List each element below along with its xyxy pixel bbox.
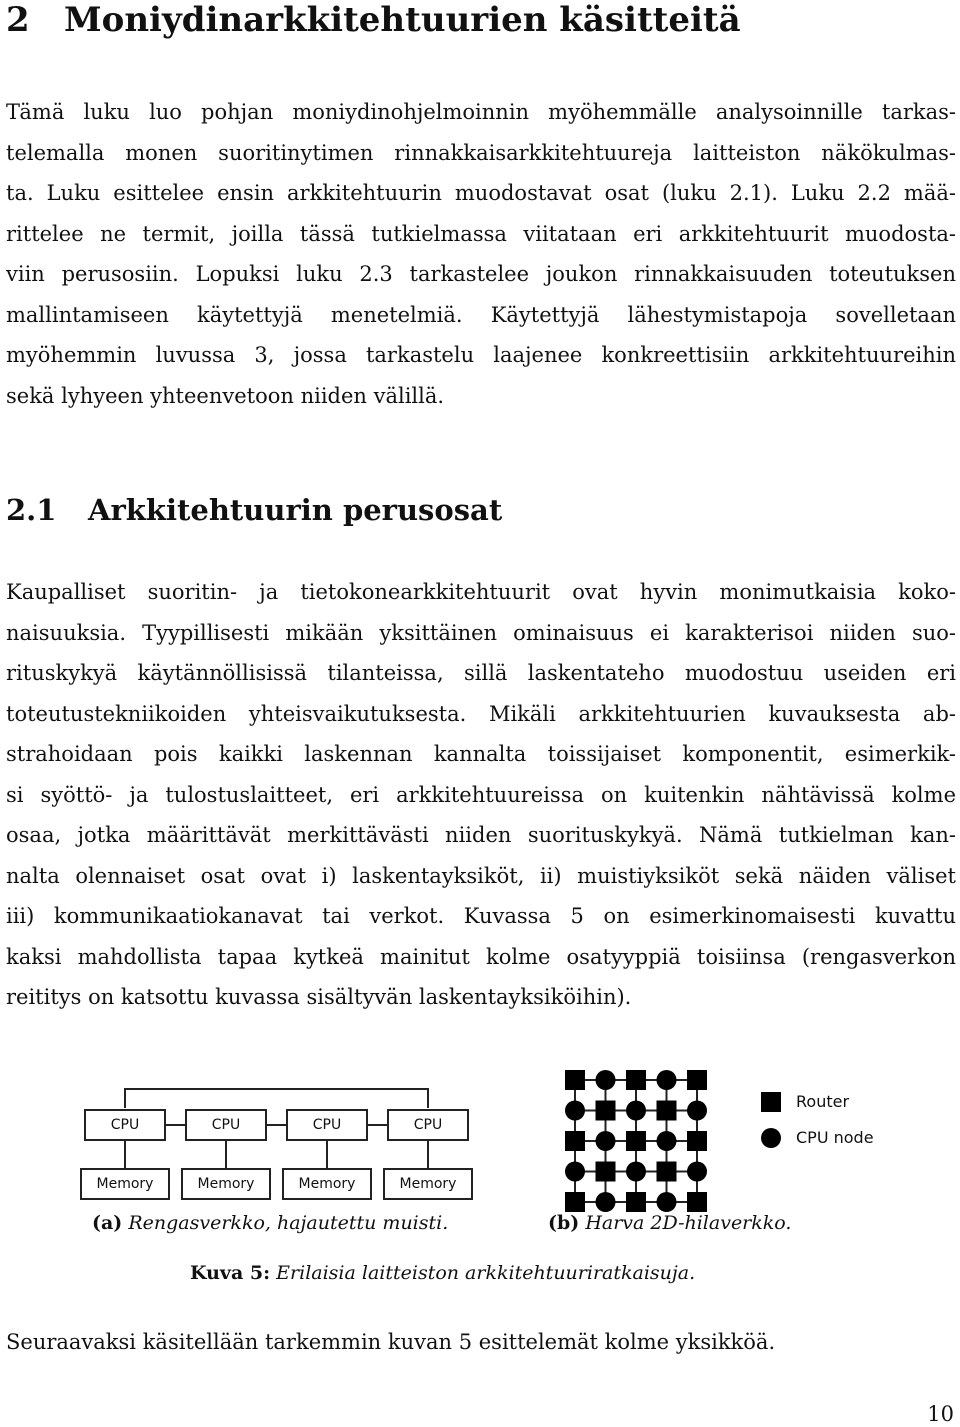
subcaption-a-text: Rengasverkko, hajautettu muisti.	[128, 1212, 449, 1234]
text-line: rittelee ne termit, joilla tässä tutkielmassa viitataan eri arkkitehtuurit muodosta-	[6, 221, 956, 246]
subcaption-b-text: Harva 2D-hilaverkko.	[585, 1212, 792, 1234]
router-node	[565, 1192, 585, 1212]
text-line: ta. Luku esittelee ensin arkkitehtuurin muodostavat osat (luku 2.1). Luku 2.2 mää-	[6, 181, 956, 205]
ring-network-diagram	[78, 1080, 478, 1210]
legend-router-label: Router	[796, 1092, 850, 1111]
memory-box: Memory	[181, 1168, 271, 1200]
text-line: toteutustekniikoiden yhteisvaikutuksesta. Mikäli arkkitehtuurien kuvauksesta ab-	[6, 701, 956, 726]
router-node	[596, 1101, 616, 1121]
cpu-box: CPU	[185, 1109, 267, 1141]
section-number: 2.1	[6, 493, 57, 527]
router-node	[657, 1101, 677, 1121]
text-line: Tämä luku luo pohjan moniydinohjelmoinnin myöhemmälle analysoinnille tarkas-	[6, 100, 956, 124]
text-line: si syöttö- ja tulostuslaitteet, eri arkkitehtuureissa on kuitenkin nähtävissä kolme	[6, 782, 956, 807]
figure-caption	[190, 1262, 695, 1284]
text-line: telemalla monen suoritinytimen rinnakkaisarkkitehtuureja laitteiston näkökulmas-	[6, 140, 956, 165]
cpu-node	[687, 1101, 707, 1121]
text-line: Kaupalliset suoritin- ja tietokonearkkitehtuurit ovat hyvin monimutkaisia koko-	[6, 580, 956, 604]
page-number: 10	[927, 1402, 954, 1426]
subcaption-b	[548, 1212, 791, 1234]
cpu-box: CPU	[84, 1109, 166, 1141]
cpu-box: CPU	[286, 1109, 368, 1141]
text-line: nalta olennaiset osat ovat i) laskentayksiköt, ii) muistiyksiköt sekä näiden väliset	[6, 863, 956, 888]
figure-caption-text: Erilaisia laitteiston arkkitehtuuriratkaisuja.	[276, 1262, 696, 1284]
cpu-node	[596, 1070, 616, 1090]
memory-box: Memory	[80, 1168, 170, 1200]
router-node	[687, 1070, 707, 1090]
router-node	[626, 1070, 646, 1090]
memory-box: Memory	[383, 1168, 473, 1200]
cpu-node	[596, 1131, 616, 1151]
text-line: reititys on katsottu kuvassa sisältyvän laskentayksiköihin).	[6, 985, 632, 1009]
router-node	[687, 1131, 707, 1151]
legend-cpu-label: CPU node	[796, 1128, 874, 1147]
chapter-title-text: Moniydinarkkitehtuurien käsitteitä	[64, 0, 741, 40]
legend-cpu-icon	[761, 1128, 781, 1148]
router-node	[626, 1131, 646, 1151]
section-paragraph	[6, 572, 956, 1018]
mesh-network-diagram	[555, 1065, 895, 1215]
text-line: mallintamiseen käytettyjä menetelmiä. Käytettyjä lähestymistapoja sovelletaan	[6, 302, 956, 327]
cpu-node	[657, 1070, 677, 1090]
router-node	[565, 1070, 585, 1090]
text-line: strahoidaan pois kaikki laskennan kannalta toissijaiset komponentit, esimerkik-	[6, 742, 956, 766]
text-line: kaksi mahdollista tapaa kytkeä mainitut kolme osatyyppiä toisiinsa (rengasverkon	[6, 944, 956, 969]
text-line: iii) kommunikaatiokanavat tai verkot. Kuvassa 5 on esimerkinomaisesti kuvattu	[6, 904, 956, 928]
cpu-node	[565, 1162, 585, 1182]
cpu-node	[565, 1101, 585, 1121]
router-node	[657, 1162, 677, 1182]
intro-paragraph	[6, 92, 956, 416]
cpu-node	[657, 1131, 677, 1151]
memory-box: Memory	[282, 1168, 372, 1200]
router-node	[596, 1162, 616, 1182]
subcaption-b-tag: (b)	[548, 1212, 580, 1234]
chapter-title	[6, 0, 741, 40]
chapter-number: 2	[6, 0, 30, 40]
text-line: sekä lyhyeen yhteenvetoon niiden välillä.	[6, 383, 445, 408]
text-line: myöhemmin luvussa 3, jossa tarkastelu laajenee konkreettisiin arkkitehtuureihin	[6, 343, 956, 367]
cpu-node	[626, 1162, 646, 1182]
section-title	[6, 490, 502, 530]
router-node	[565, 1131, 585, 1151]
text-line: rituskykyä käytännöllisissä tilanteissa, sillä laskentateho muodostuu useiden eri	[6, 661, 956, 685]
legend-router-icon	[761, 1092, 781, 1112]
cpu-node	[687, 1162, 707, 1182]
closing-sentence: Seuraavaksi käsitellään tarkemmin kuvan 5 esittelemät kolme yksikköä.	[6, 1330, 776, 1354]
cpu-node	[596, 1192, 616, 1212]
text-line: osaa, jotka määrittävät merkittävästi niiden suorituskykyä. Nämä tutkielman kan-	[6, 823, 956, 847]
subcaption-a-tag: (a)	[92, 1212, 123, 1234]
cpu-box: CPU	[387, 1109, 469, 1141]
router-node	[687, 1192, 707, 1212]
cpu-node	[626, 1101, 646, 1121]
subcaption-a	[92, 1212, 448, 1234]
text-line: viin perusosiin. Lopuksi luku 2.3 tarkastelee joukon rinnakkaisuuden toteutuksen	[6, 262, 956, 286]
router-node	[626, 1192, 646, 1212]
section-title-text: Arkkitehtuurin perusosat	[88, 493, 503, 527]
cpu-node	[657, 1192, 677, 1212]
text-line: naisuuksia. Tyypillisesti mikään yksittäinen ominaisuus ei karakterisoi niiden suo-	[6, 620, 956, 645]
figure-caption-tag: Kuva 5:	[190, 1262, 271, 1284]
